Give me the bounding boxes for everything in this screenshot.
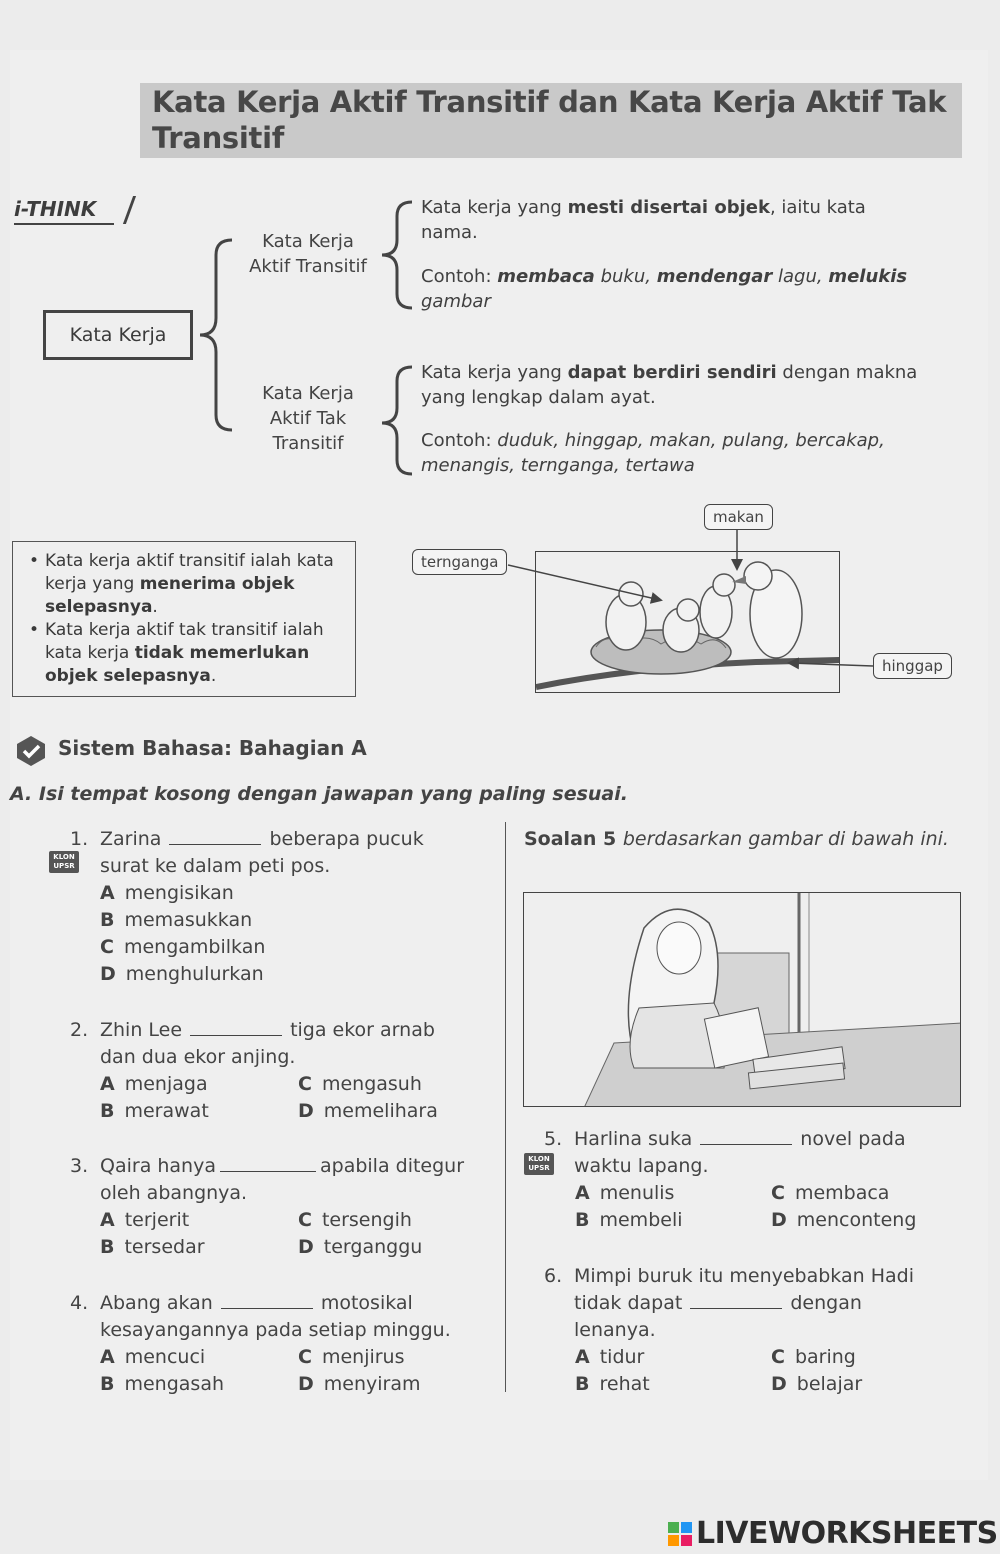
question-4: 4. Abang akan motosikal kesayangannya pada setiap minggu.	[70, 1292, 451, 1341]
column-divider	[505, 822, 506, 1392]
branch2-example: Contoh: duduk, hinggap, makan, pulang, bercakap, menangis, ternganga, tertawa	[421, 430, 885, 476]
branch2-definition: Kata kerja yang dapat berdiri sendiri dengan makna yang lengkap dalam ayat.	[421, 362, 918, 408]
label-arrows	[0, 0, 1000, 700]
answer-blank[interactable]	[700, 1126, 792, 1145]
brand-name: LIVEWORKSHEETS	[696, 1516, 998, 1551]
answer-blank[interactable]	[690, 1290, 782, 1309]
option-b[interactable]: B mengasah	[100, 1373, 225, 1395]
soalan-5-intro: Soalan 5 berdasarkan gambar di bawah ini.	[524, 828, 949, 850]
answer-blank[interactable]	[220, 1153, 316, 1172]
klon-upsr-badge: KLON UPSR	[49, 851, 79, 873]
option-c[interactable]: C tersengih	[298, 1209, 412, 1231]
label-hinggap: hinggap	[873, 653, 952, 679]
option-a[interactable]: A menulis	[575, 1182, 675, 1204]
question-3: 3. Qaira hanya apabila ditegur oleh abangnya.	[70, 1155, 465, 1204]
label-makan: makan	[704, 504, 773, 530]
option-b[interactable]: B merawat	[100, 1100, 209, 1122]
answer-blank[interactable]	[169, 826, 261, 845]
option-c[interactable]: C menjirus	[298, 1346, 405, 1368]
option-a[interactable]: A tidur	[575, 1346, 645, 1368]
branch2-name: Kata Kerja Aktif Tak Transitif	[262, 383, 354, 454]
page-title: Kata Kerja Aktif Transitif dan Kata Kerja Aktif Tak Transitif	[152, 85, 947, 155]
question-2: 2. Zhin Lee tiga ekor arnab dan dua ekor anjing.	[70, 1019, 435, 1068]
note-item: • Kata kerja aktif tak transitif ialah kata kerja tidak memerlukan objek selepasnya.	[29, 619, 345, 688]
liveworksheets-logo-icon	[668, 1522, 692, 1546]
answer-blank[interactable]	[221, 1290, 313, 1309]
instruction: A. Isi tempat kosong dengan jawapan yang paling sesuai.	[10, 783, 628, 805]
root-label: Kata Kerja	[69, 324, 167, 346]
note-item: • Kata kerja aktif transitif ialah kata kerja yang menerima objek selepasnya.	[29, 550, 345, 619]
option-d[interactable]: D menconteng	[771, 1209, 917, 1231]
option-d[interactable]: D menyiram	[298, 1373, 421, 1395]
option-c[interactable]: C baring	[771, 1346, 856, 1368]
option-d[interactable]: D belajar	[771, 1373, 863, 1395]
answer-blank[interactable]	[190, 1017, 282, 1036]
option-c[interactable]: C mengasuh	[298, 1073, 422, 1095]
option-c[interactable]: C mengambilkan	[100, 936, 266, 958]
section-heading: Sistem Bahasa: Bahagian A	[58, 736, 367, 760]
branch1-name: Kata Kerja Aktif Transitif	[249, 231, 367, 277]
question-5: 5. Harlina suka novel pada waktu lapang.	[544, 1128, 906, 1177]
branch1-example: Contoh: membaca buku, mendengar lagu, melukis gambar	[421, 266, 908, 312]
option-a[interactable]: A menjaga	[100, 1073, 208, 1095]
option-d[interactable]: D terganggu	[298, 1236, 423, 1258]
ithink-label: i-THINK	[14, 197, 97, 221]
option-a[interactable]: A terjerit	[100, 1209, 190, 1231]
label-ternganga: ternganga	[412, 549, 507, 575]
option-d[interactable]: D memelihara	[298, 1100, 438, 1122]
branch1-definition: Kata kerja yang mesti disertai objek, iaitu kata nama.	[421, 197, 866, 243]
option-b[interactable]: B memasukkan	[100, 909, 253, 931]
option-b[interactable]: B tersedar	[100, 1236, 205, 1258]
option-b[interactable]: B rehat	[575, 1373, 650, 1395]
option-a[interactable]: A mengisikan	[100, 882, 234, 904]
question-6: 6. Mimpi buruk itu menyebabkan Hadi tidak dapat dengan lenanya.	[544, 1265, 914, 1341]
option-c[interactable]: C membaca	[771, 1182, 890, 1204]
option-a[interactable]: A mencuci	[100, 1346, 206, 1368]
check-badge-icon	[14, 734, 48, 768]
option-d[interactable]: D menghulurkan	[100, 963, 264, 985]
question-1: 1. Zarina beberapa pucuk surat ke dalam peti pos.	[70, 828, 424, 877]
klon-upsr-badge: KLON UPSR	[524, 1153, 554, 1175]
girl-reading-illustration	[523, 892, 961, 1107]
option-b[interactable]: B membeli	[575, 1209, 683, 1231]
